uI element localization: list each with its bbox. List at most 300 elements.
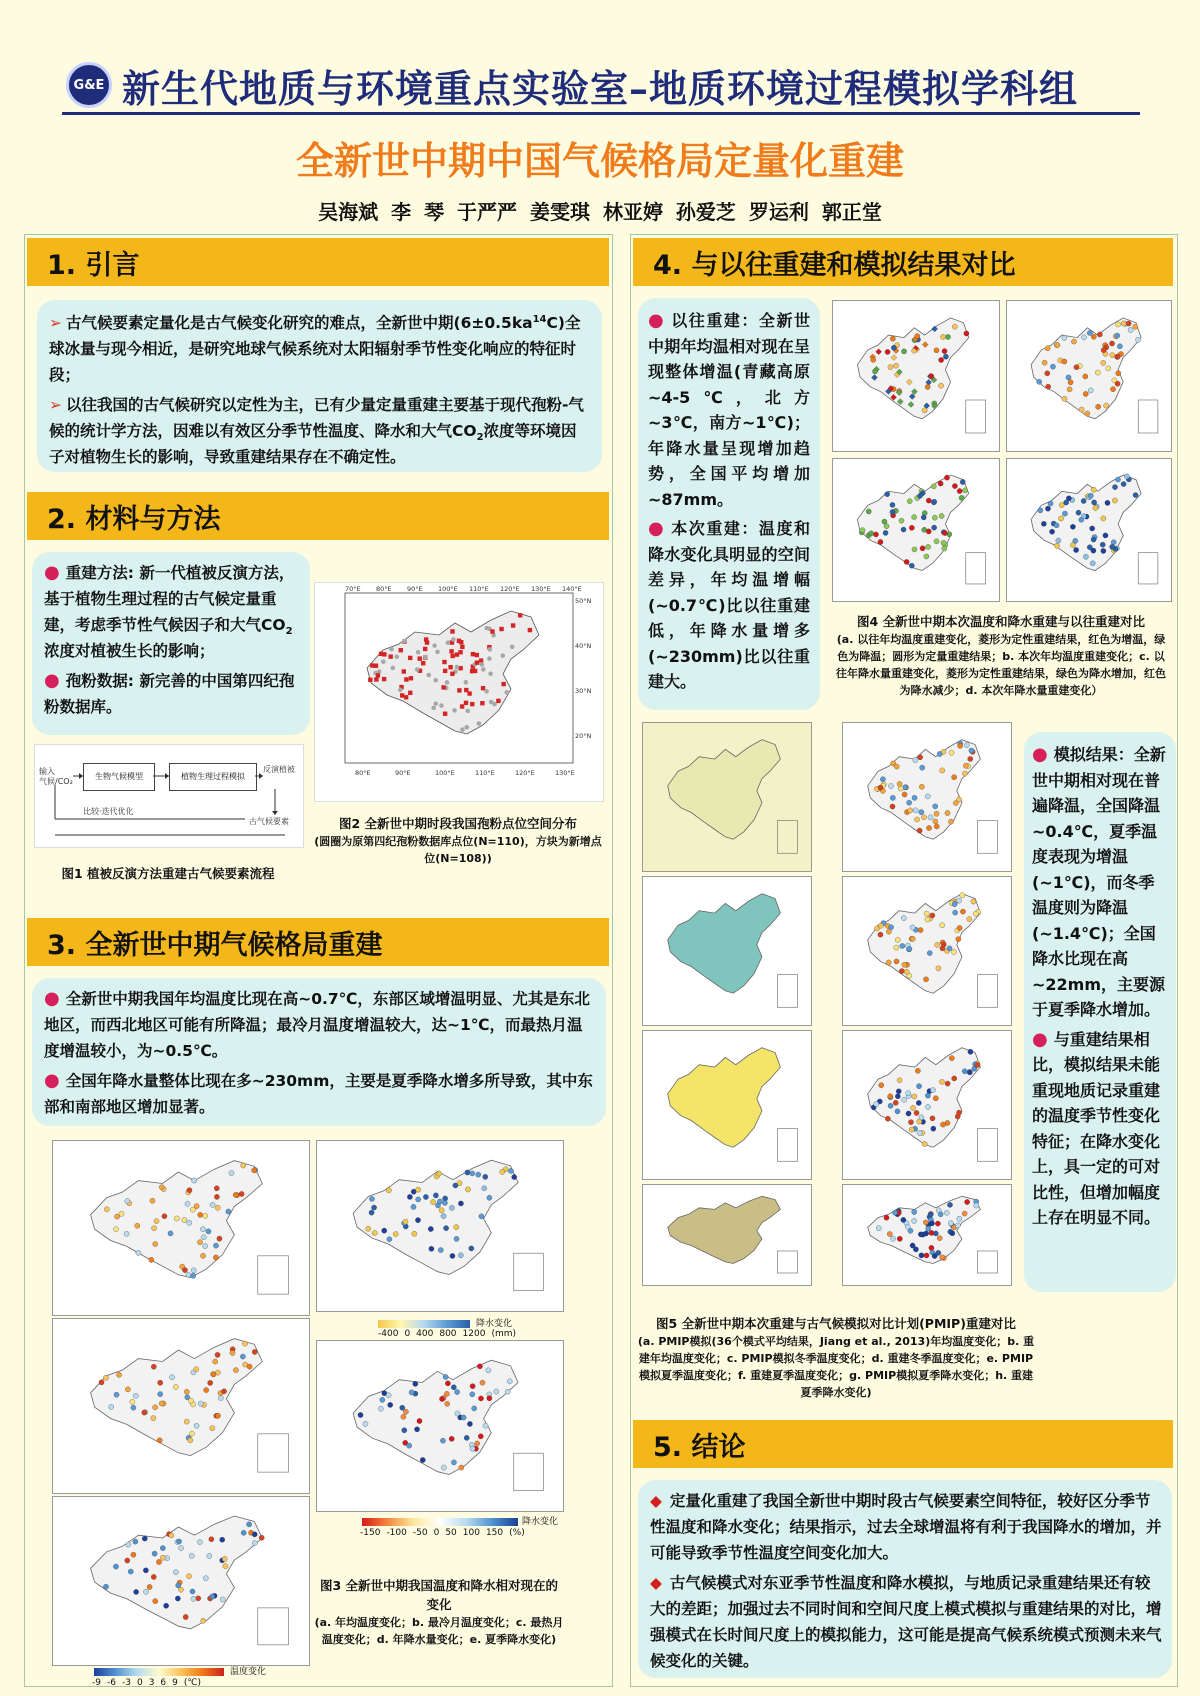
intro-point-2: ➢ 以往我国的古气候研究以定性为主，已有少量定量重建主要基于现代孢粉-气候的统计学方法，因难以有效区分季节性温度、降水和大气$CO_2$浓度等环境因子对植物生长的影响，导致重建结果存在不确定性。	[49, 396, 584, 466]
site-marker	[470, 1446, 475, 1451]
new-site-square	[464, 701, 468, 705]
new-site-square	[404, 695, 408, 699]
site-marker	[247, 1364, 252, 1369]
site-marker	[938, 383, 943, 388]
site-marker	[184, 1419, 189, 1424]
colorbar-tick: 800	[439, 1329, 457, 1339]
site-marker	[201, 1618, 206, 1623]
site-marker	[403, 1219, 408, 1224]
site-marker	[934, 811, 939, 816]
new-site-square	[470, 702, 474, 706]
site-marker	[939, 357, 944, 362]
site-marker	[194, 1423, 199, 1428]
site-marker	[409, 1390, 414, 1395]
site-marker	[1081, 498, 1086, 503]
site-marker	[196, 1596, 201, 1601]
new-site-square	[471, 652, 475, 656]
south-china-sea-inset	[977, 975, 997, 1008]
site-marker	[386, 1188, 391, 1193]
colorbar-tick: 1200	[462, 1329, 486, 1339]
site-marker	[204, 1387, 209, 1392]
fig3d-map	[316, 1140, 564, 1312]
south-china-sea-inset	[777, 975, 797, 1008]
site-marker	[240, 1354, 245, 1359]
site-marker	[895, 1094, 900, 1099]
new-site-square	[388, 654, 392, 658]
site-marker	[229, 1170, 234, 1175]
colorbar-tick: -9	[92, 1678, 101, 1688]
site-marker	[904, 559, 909, 564]
site-marker	[470, 1384, 475, 1389]
site-marker	[1038, 508, 1043, 513]
colorbar-tick: 150	[485, 1528, 504, 1538]
section-4-text-1	[638, 298, 820, 710]
site-marker	[1116, 322, 1121, 327]
south-china-sea-inset	[258, 1608, 289, 1645]
site-marker	[943, 354, 948, 359]
site-marker	[897, 781, 902, 786]
new-site-square	[455, 652, 459, 656]
site-marker	[480, 1380, 485, 1385]
site-marker	[938, 481, 943, 486]
new-site-square	[501, 682, 505, 686]
site-marker	[1121, 321, 1126, 326]
new-site-square	[442, 660, 446, 664]
site-marker	[1062, 335, 1067, 340]
site-marker	[158, 1392, 163, 1397]
site-marker	[104, 1207, 109, 1212]
fig3a-map	[52, 1140, 310, 1316]
site-marker	[114, 1214, 119, 1219]
site-marker	[158, 1380, 163, 1385]
new-site-square	[443, 669, 447, 673]
site-marker	[198, 1212, 203, 1217]
new-site-square	[473, 669, 477, 673]
climate-point-2: ● 全国年降水量整体比现在多~230mm，主要是夏季降水增多所导致，其中东部和南部地区增加显著。	[44, 1070, 593, 1116]
site-marker	[467, 1421, 472, 1426]
site-marker	[407, 1443, 412, 1448]
section-1-text	[37, 300, 602, 472]
site-marker	[512, 1174, 517, 1179]
site-marker	[221, 1389, 226, 1394]
china-outline	[668, 894, 781, 994]
site-marker	[971, 899, 976, 904]
site-marker	[200, 1253, 205, 1258]
site-marker	[948, 819, 953, 824]
site-marker	[483, 1423, 488, 1428]
site-marker	[1042, 360, 1047, 365]
site-marker	[131, 1405, 136, 1410]
site-marker	[968, 1049, 973, 1054]
new-site-square	[449, 649, 453, 653]
site-marker	[920, 546, 925, 551]
lon-label: 110°E	[469, 585, 489, 593]
site-marker	[1104, 403, 1109, 408]
original-site-circle	[381, 659, 386, 664]
site-marker	[1045, 371, 1050, 376]
site-marker	[945, 1081, 950, 1086]
site-marker	[363, 1421, 368, 1426]
site-marker	[910, 925, 915, 930]
site-marker	[402, 1428, 407, 1433]
original-site-circle	[432, 643, 437, 648]
site-marker	[925, 1093, 930, 1098]
fig3-caption: 图3 全新世中期我国温度和降水相对现在的变化 (a. 年均温度变化；b. 最冷月温度变化；c. 最热月温度变化；d. 年降水量变化；e. 夏季降水变化)	[314, 1578, 564, 1646]
site-marker	[1126, 321, 1131, 326]
site-marker	[494, 1389, 499, 1394]
original-site-circle	[500, 653, 505, 658]
site-marker	[439, 1208, 444, 1213]
site-marker	[464, 1435, 469, 1440]
fig2-caption: 图2 全新世中期时段我国孢粉点位空间分布 (圆圈为原第四纪孢粉数据库点位(N=110)，方块为新增点位(N=108))	[314, 816, 602, 865]
site-marker	[912, 795, 917, 800]
colorbar-tick: 3	[148, 1678, 155, 1688]
site-marker	[133, 1539, 138, 1544]
site-marker	[872, 369, 877, 374]
site-marker	[965, 1199, 970, 1204]
site-marker	[940, 334, 945, 339]
site-marker	[190, 1207, 195, 1212]
site-marker	[886, 929, 891, 934]
site-marker	[878, 923, 883, 928]
site-marker	[878, 932, 883, 937]
south-china-sea-inset	[977, 1129, 997, 1162]
site-marker	[153, 1241, 158, 1246]
site-marker	[154, 1219, 159, 1224]
original-site-circle	[431, 706, 436, 711]
site-marker	[925, 917, 930, 922]
site-marker	[159, 1185, 164, 1190]
site-marker	[949, 750, 954, 755]
site-marker	[505, 1389, 510, 1394]
site-marker	[1071, 339, 1076, 344]
fig3c-map	[52, 1496, 310, 1666]
site-marker	[203, 1576, 208, 1581]
site-marker	[892, 1210, 897, 1215]
site-marker	[944, 1210, 949, 1215]
site-marker	[919, 1253, 924, 1258]
site-marker	[241, 1163, 246, 1168]
site-marker	[187, 1220, 192, 1225]
site-marker	[222, 1556, 227, 1561]
original-site-circle	[455, 665, 460, 670]
site-marker	[135, 1223, 140, 1228]
site-marker	[878, 539, 883, 544]
site-marker	[366, 1226, 371, 1231]
site-marker	[1062, 511, 1067, 516]
colorbar-tick: -400	[378, 1329, 399, 1339]
site-marker	[951, 949, 956, 954]
site-marker	[1105, 500, 1110, 505]
site-marker	[482, 1186, 487, 1191]
site-marker	[899, 968, 904, 973]
site-marker	[1054, 543, 1059, 548]
site-marker	[947, 946, 952, 951]
site-marker	[1056, 538, 1061, 543]
lon-label: 90°E	[395, 769, 411, 777]
site-marker	[964, 742, 969, 747]
site-marker	[455, 1411, 460, 1416]
site-marker	[194, 1367, 199, 1372]
site-marker	[926, 1226, 931, 1231]
site-marker	[191, 1268, 196, 1273]
site-marker	[1070, 524, 1075, 529]
new-site-square	[481, 686, 485, 690]
site-marker	[189, 1553, 194, 1558]
original-site-circle	[460, 727, 465, 732]
temp-colorbar-ticks	[92, 1678, 242, 1688]
new-site-square	[496, 699, 500, 703]
site-marker	[902, 792, 907, 797]
new-site-square	[479, 658, 483, 662]
original-site-circle	[510, 645, 515, 650]
site-marker	[927, 950, 932, 955]
site-marker	[1045, 506, 1050, 511]
lon-label: 80°E	[355, 769, 371, 777]
original-site-circle	[391, 666, 396, 671]
flow-box-1: 生物气候模型	[83, 763, 155, 791]
site-marker	[924, 1253, 929, 1258]
site-marker	[935, 942, 940, 947]
site-marker	[1112, 498, 1117, 503]
site-marker	[220, 1597, 225, 1602]
site-marker	[507, 1379, 512, 1384]
fig4-caption: 图4 全新世中期本次温度和降水重建与以往重建对比 (a. 以往年均温度重建变化，菱形为定性重建结果，红色为增温，绿色为降温；圆形为定量重建结果；b. 本次年均温度重建变化；c. 以往年降水量重建变化，菱形为定性重建结果，绿色为降水增加，红色为降水减少；d. 本次年降水量重建变化）	[836, 614, 1166, 697]
site-marker	[156, 1559, 161, 1564]
south-china-sea-inset	[258, 1434, 289, 1472]
site-marker	[1115, 477, 1120, 482]
site-marker	[907, 946, 912, 951]
site-marker	[213, 1359, 218, 1364]
fig5a-map	[642, 722, 812, 872]
site-marker	[454, 1225, 459, 1230]
site-marker	[178, 1545, 183, 1550]
site-marker	[239, 1191, 244, 1196]
new-site-square	[459, 640, 463, 644]
site-marker	[937, 751, 942, 756]
site-marker	[382, 1228, 387, 1233]
site-marker	[173, 1570, 178, 1575]
site-marker	[1067, 387, 1072, 392]
new-site-square	[450, 654, 454, 658]
site-marker	[252, 1349, 257, 1354]
site-marker	[967, 1070, 972, 1075]
author-list: 吴海斌 李 琴 于严严 姜雯琪 林亚婷 孙爱芝 罗运利 郭正堂	[318, 200, 882, 224]
new-site-square	[467, 691, 471, 695]
header-divider	[62, 112, 1140, 115]
site-marker	[247, 1522, 252, 1527]
site-marker	[934, 824, 939, 829]
site-marker	[917, 493, 922, 498]
site-marker	[942, 349, 947, 354]
colorbar-tick: -50	[412, 1528, 428, 1538]
new-site-square	[443, 712, 447, 716]
site-marker	[1110, 544, 1115, 549]
site-marker	[929, 1221, 934, 1226]
site-marker	[417, 1418, 422, 1423]
original-site-circle	[488, 647, 493, 652]
fig3e-map	[316, 1340, 564, 1512]
site-marker	[1085, 411, 1090, 416]
site-marker	[210, 1594, 215, 1599]
site-marker	[371, 1205, 376, 1210]
site-marker	[1066, 375, 1071, 380]
site-marker	[888, 1103, 893, 1108]
new-site-square	[382, 677, 386, 681]
site-marker	[233, 1192, 238, 1197]
flow-box-2: 植物生理过程模拟	[169, 763, 257, 791]
site-marker	[1110, 387, 1115, 392]
site-marker	[147, 1584, 152, 1589]
new-site-square	[450, 672, 454, 676]
new-site-square	[408, 691, 412, 695]
site-marker	[1109, 341, 1114, 346]
site-marker	[483, 1174, 488, 1179]
site-marker	[1058, 516, 1063, 521]
site-marker	[923, 1231, 928, 1236]
site-marker	[441, 1213, 446, 1218]
site-marker	[1050, 364, 1055, 369]
site-marker	[883, 530, 888, 535]
site-marker	[1096, 404, 1101, 409]
site-marker	[1054, 523, 1059, 528]
site-marker	[478, 1434, 483, 1439]
new-site-square	[374, 664, 378, 668]
original-site-circle	[394, 654, 399, 659]
site-marker	[475, 1441, 480, 1446]
site-marker	[433, 1193, 438, 1198]
site-marker	[114, 1392, 119, 1397]
lat-label: 20°N	[575, 732, 592, 740]
site-marker	[890, 804, 895, 809]
site-marker	[1135, 337, 1140, 342]
colorbar-tick: 100	[462, 1528, 480, 1538]
site-marker	[1106, 366, 1111, 371]
fig4c-map	[832, 458, 1000, 602]
site-marker	[500, 1169, 505, 1174]
site-marker	[910, 1243, 915, 1248]
site-marker	[184, 1389, 189, 1394]
new-site-square	[518, 613, 522, 617]
site-marker	[925, 794, 930, 799]
site-marker	[197, 1240, 202, 1245]
site-marker	[960, 479, 965, 484]
site-marker	[143, 1589, 148, 1594]
site-marker	[910, 936, 915, 941]
site-marker	[1066, 496, 1071, 501]
site-marker	[888, 783, 893, 788]
original-site-circle	[439, 703, 444, 708]
site-marker	[919, 784, 924, 789]
colorbar-tick: -150	[360, 1528, 381, 1538]
site-marker	[908, 1120, 913, 1125]
site-marker	[1088, 388, 1093, 393]
site-marker	[917, 828, 922, 833]
site-marker	[429, 1246, 434, 1251]
site-marker	[217, 1236, 222, 1241]
new-site-square	[368, 678, 372, 682]
lon-label: 80°E	[376, 585, 392, 593]
site-marker	[1092, 500, 1097, 505]
site-marker	[470, 1392, 475, 1397]
site-marker	[1101, 548, 1106, 553]
site-marker	[1112, 484, 1117, 489]
fig5g-map	[642, 1184, 812, 1286]
site-marker	[151, 1226, 156, 1231]
site-marker	[443, 1226, 448, 1231]
site-marker	[190, 1589, 195, 1594]
site-marker	[214, 1194, 219, 1199]
site-marker	[932, 499, 937, 504]
new-site-square	[480, 701, 484, 705]
site-marker	[963, 488, 968, 493]
site-marker	[914, 817, 919, 822]
new-site-square	[475, 653, 479, 657]
colorbar-tick: 6	[160, 1678, 167, 1688]
site-marker	[956, 898, 961, 903]
site-marker	[901, 915, 906, 920]
site-marker	[465, 1170, 470, 1175]
site-marker	[150, 1198, 155, 1203]
site-marker	[393, 1231, 398, 1236]
site-marker	[933, 819, 938, 824]
site-marker	[1062, 396, 1067, 401]
fig4a-map	[832, 300, 1000, 452]
site-marker	[1074, 365, 1079, 370]
site-marker	[905, 1224, 910, 1229]
site-marker	[378, 1406, 383, 1411]
method-point-1: ● 重建方法: 新一代植被反演方法，基于植物生理过程的古气候定量重建，考虑季节性气候因子和大气$CO_2$浓度对植被生长的影响；	[44, 562, 295, 660]
site-marker	[445, 1401, 450, 1406]
site-marker	[380, 1397, 385, 1402]
site-marker	[133, 1393, 138, 1398]
site-marker	[1045, 346, 1050, 351]
original-site-circle	[492, 702, 497, 707]
site-marker	[1101, 348, 1106, 353]
site-marker	[890, 502, 895, 507]
site-marker	[940, 768, 945, 773]
lon-label: 120°E	[500, 585, 520, 593]
original-site-circle	[479, 662, 484, 667]
site-marker	[930, 913, 935, 918]
south-china-sea-inset	[777, 1251, 797, 1273]
south-china-sea-inset	[966, 553, 986, 584]
new-site-square	[460, 645, 464, 649]
site-marker	[164, 1603, 169, 1608]
site-marker	[252, 1532, 257, 1537]
site-marker	[186, 1272, 191, 1277]
site-marker	[415, 1187, 420, 1192]
site-marker	[455, 1389, 460, 1394]
model-point-2: ● 与重建结果相比，模拟结果未能重现地质记录重建的温度季节性变化特征；在降水变化上，具一定的可对比性，但增加幅度上存在明显不同。	[1032, 1028, 1161, 1227]
site-marker	[134, 1589, 139, 1594]
site-marker	[897, 1078, 902, 1083]
flow-box-3: 反演植被	[263, 765, 295, 774]
site-marker	[975, 1062, 980, 1067]
site-marker	[198, 1401, 203, 1406]
site-marker	[1100, 542, 1105, 547]
site-marker	[926, 498, 931, 503]
site-marker	[885, 349, 890, 354]
site-marker	[1115, 333, 1120, 338]
site-marker	[901, 349, 906, 354]
temp-colorbar	[94, 1668, 224, 1676]
site-marker	[929, 1230, 934, 1235]
site-marker	[206, 1229, 211, 1234]
site-marker	[915, 334, 920, 339]
original-site-circle	[477, 721, 482, 726]
site-marker	[130, 1399, 135, 1404]
